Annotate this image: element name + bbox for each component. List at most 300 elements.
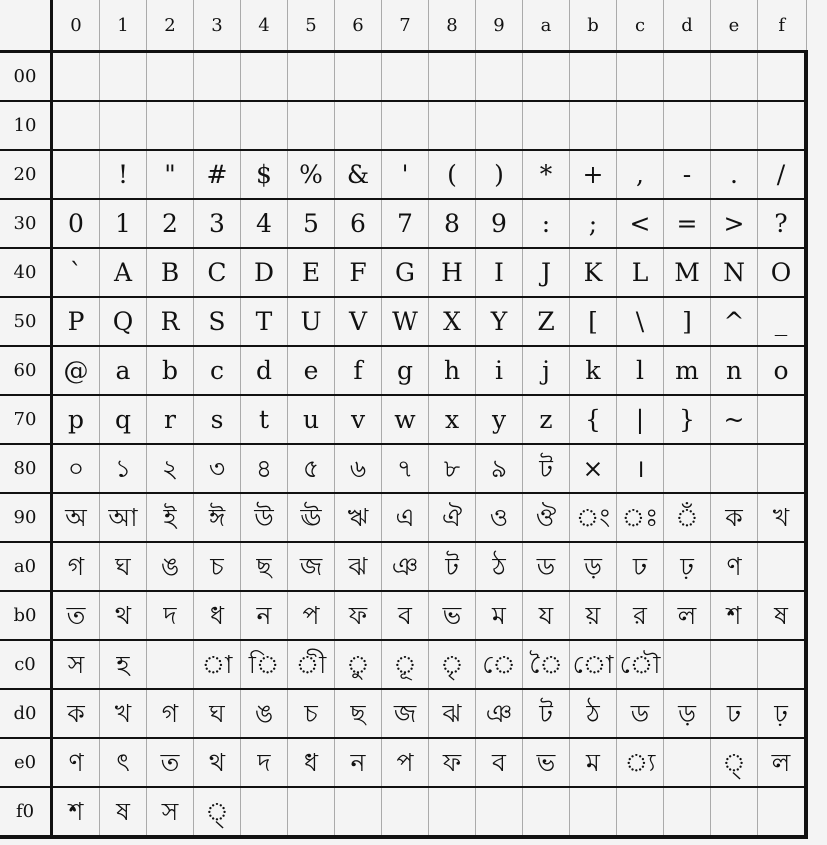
glyph-cell: ^ — [711, 297, 758, 346]
glyph-cell — [758, 52, 807, 102]
glyph-cell — [52, 150, 100, 199]
glyph-cell: H — [429, 248, 476, 297]
glyph-cell: e — [288, 346, 335, 395]
glyph-cell: ড — [617, 689, 664, 738]
table-row — [0, 346, 806, 395]
column-header: 8 — [429, 0, 476, 52]
glyph-cell — [429, 787, 476, 837]
glyph-cell: } — [664, 395, 711, 444]
glyph-cell: I — [476, 248, 523, 297]
glyph-cell — [711, 52, 758, 102]
glyph-cell: ্য — [617, 738, 664, 787]
glyph-cell — [711, 640, 758, 689]
table-row — [0, 150, 806, 199]
glyph-cell — [147, 52, 194, 102]
glyph-cell: ং — [570, 493, 617, 542]
glyph-cell: ' — [382, 150, 429, 199]
glyph-cell: m — [664, 346, 711, 395]
column-header: d — [664, 0, 711, 52]
glyph-cell: T — [241, 297, 288, 346]
glyph-cell: খ — [100, 689, 147, 738]
glyph-cell: 1 — [100, 199, 147, 248]
glyph-cell: ঁ — [664, 493, 711, 542]
table-row — [0, 101, 806, 150]
table-row — [0, 787, 806, 837]
glyph-cell — [241, 52, 288, 102]
glyph-cell: f — [335, 346, 382, 395]
glyph-cell: 8 — [429, 199, 476, 248]
table-row — [0, 493, 806, 542]
glyph-cell — [194, 52, 241, 102]
column-header: 2 — [147, 0, 194, 52]
glyph-cell — [758, 640, 807, 689]
glyph-cell: { — [570, 395, 617, 444]
glyph-cell: ম — [476, 591, 523, 640]
glyph-cell — [617, 101, 664, 150]
glyph-cell: প — [288, 591, 335, 640]
glyph-cell: ফ — [429, 738, 476, 787]
row-header: 90 — [0, 493, 52, 542]
glyph-cell: ৮ — [429, 444, 476, 493]
glyph-cell: ত — [52, 591, 100, 640]
glyph-cell: ্ — [194, 787, 241, 837]
glyph-cell: ঞ — [382, 542, 429, 591]
glyph-cell: > — [711, 199, 758, 248]
glyph-cell: : — [523, 199, 570, 248]
glyph-cell: ৫ — [288, 444, 335, 493]
glyph-cell: 9 — [476, 199, 523, 248]
glyph-cell — [758, 395, 807, 444]
glyph-cell — [147, 101, 194, 150]
glyph-cell: া — [194, 640, 241, 689]
column-header: 4 — [241, 0, 288, 52]
glyph-cell: w — [382, 395, 429, 444]
glyph-cell: ১ — [100, 444, 147, 493]
table-row — [0, 199, 806, 248]
glyph-cell: o — [758, 346, 807, 395]
glyph-cell: ভ — [523, 738, 570, 787]
table-row — [0, 542, 806, 591]
glyph-cell: ষ — [100, 787, 147, 837]
row-header: 70 — [0, 395, 52, 444]
glyph-cell: . — [711, 150, 758, 199]
glyph-cell: / — [758, 150, 807, 199]
glyph-cell — [664, 444, 711, 493]
column-header: 3 — [194, 0, 241, 52]
glyph-cell — [382, 101, 429, 150]
glyph-cell — [570, 52, 617, 102]
glyph-cell: অ — [52, 493, 100, 542]
glyph-cell — [476, 52, 523, 102]
glyph-cell: 3 — [194, 199, 241, 248]
glyph-cell: ট — [429, 542, 476, 591]
glyph-cell — [382, 787, 429, 837]
glyph-cell: প — [382, 738, 429, 787]
glyph-cell: ো — [570, 640, 617, 689]
column-header: 5 — [288, 0, 335, 52]
glyph-cell: ! — [100, 150, 147, 199]
glyph-table-body — [0, 52, 806, 838]
glyph-cell — [147, 640, 194, 689]
glyph-cell: । — [617, 444, 664, 493]
glyph-cell: P — [52, 297, 100, 346]
glyph-cell: ঘ — [100, 542, 147, 591]
glyph-cell: ই — [147, 493, 194, 542]
glyph-cell: u — [288, 395, 335, 444]
row-header: 40 — [0, 248, 52, 297]
glyph-cell: জ — [288, 542, 335, 591]
glyph-cell: ণ — [711, 542, 758, 591]
glyph-cell: ঈ — [194, 493, 241, 542]
glyph-cell: d — [241, 346, 288, 395]
table-row — [0, 297, 806, 346]
glyph-cell: য় — [570, 591, 617, 640]
glyph-cell — [382, 52, 429, 102]
glyph-cell: z — [523, 395, 570, 444]
glyph-cell: ল — [758, 738, 807, 787]
glyph-cell: ৯ — [476, 444, 523, 493]
glyph-cell: ক — [711, 493, 758, 542]
glyph-cell: F — [335, 248, 382, 297]
glyph-cell — [335, 787, 382, 837]
glyph-cell: ছ — [241, 542, 288, 591]
table-row — [0, 395, 806, 444]
glyph-cell: ৈ — [523, 640, 570, 689]
row-header: c0 — [0, 640, 52, 689]
glyph-cell: 7 — [382, 199, 429, 248]
glyph-cell: ব — [476, 738, 523, 787]
glyph-cell: থ — [100, 591, 147, 640]
glyph-cell — [711, 101, 758, 150]
glyph-cell: R — [147, 297, 194, 346]
glyph-cell: U — [288, 297, 335, 346]
glyph-cell: B — [147, 248, 194, 297]
glyph-cell: ঝ — [429, 689, 476, 738]
row-header: a0 — [0, 542, 52, 591]
glyph-cell: জ — [382, 689, 429, 738]
glyph-cell: i — [476, 346, 523, 395]
glyph-cell: y — [476, 395, 523, 444]
glyph-cell: ৃ — [429, 640, 476, 689]
glyph-cell: L — [617, 248, 664, 297]
glyph-cell — [52, 52, 100, 102]
glyph-cell: t — [241, 395, 288, 444]
glyph-cell: ঢ় — [758, 689, 807, 738]
glyph-cell: ০ — [52, 444, 100, 493]
column-header: 1 — [100, 0, 147, 52]
glyph-cell: J — [523, 248, 570, 297]
glyph-cell: ট — [523, 444, 570, 493]
glyph-cell: র — [617, 591, 664, 640]
glyph-cell: & — [335, 150, 382, 199]
table-row — [0, 444, 806, 493]
glyph-cell: ঞ — [476, 689, 523, 738]
glyph-cell: ন — [241, 591, 288, 640]
glyph-cell: ঢ় — [664, 542, 711, 591]
glyph-cell: 4 — [241, 199, 288, 248]
glyph-cell — [758, 787, 807, 837]
glyph-cell: # — [194, 150, 241, 199]
table-row — [0, 640, 806, 689]
glyph-cell: p — [52, 395, 100, 444]
glyph-cell: ত — [147, 738, 194, 787]
glyph-cell — [523, 787, 570, 837]
glyph-cell: W — [382, 297, 429, 346]
glyph-cell — [335, 52, 382, 102]
glyph-cell: E — [288, 248, 335, 297]
glyph-cell: গ — [52, 542, 100, 591]
glyph-cell: ল — [664, 591, 711, 640]
glyph-cell: দ — [241, 738, 288, 787]
glyph-cell: v — [335, 395, 382, 444]
glyph-cell — [52, 101, 100, 150]
row-header: d0 — [0, 689, 52, 738]
glyph-cell — [335, 101, 382, 150]
glyph-cell: ঊ — [288, 493, 335, 542]
glyph-cell: Q — [100, 297, 147, 346]
glyph-cell: \ — [617, 297, 664, 346]
glyph-cell: ্ — [711, 738, 758, 787]
glyph-cell: X — [429, 297, 476, 346]
glyph-cell: l — [617, 346, 664, 395]
column-header: a — [523, 0, 570, 52]
glyph-cell: [ — [570, 297, 617, 346]
glyph-cell: ৩ — [194, 444, 241, 493]
table-row — [0, 52, 806, 102]
row-header: 60 — [0, 346, 52, 395]
glyph-cell: ূ — [382, 640, 429, 689]
glyph-cell: × — [570, 444, 617, 493]
glyph-cell: ঐ — [429, 493, 476, 542]
glyph-cell: a — [100, 346, 147, 395]
glyph-cell: য — [523, 591, 570, 640]
glyph-cell — [711, 444, 758, 493]
glyph-cell: ঢ — [711, 689, 758, 738]
glyph-cell: খ — [758, 493, 807, 542]
glyph-cell: j — [523, 346, 570, 395]
glyph-cell: g — [382, 346, 429, 395]
glyph-cell: গ — [147, 689, 194, 738]
glyph-cell — [758, 542, 807, 591]
glyph-cell: k — [570, 346, 617, 395]
glyph-cell: স — [147, 787, 194, 837]
glyph-cell — [194, 101, 241, 150]
glyph-cell: * — [523, 150, 570, 199]
glyph-cell: ফ — [335, 591, 382, 640]
glyph-cell — [664, 101, 711, 150]
glyph-cell: থ — [194, 738, 241, 787]
column-header: 9 — [476, 0, 523, 52]
corner-cell — [0, 0, 52, 52]
glyph-cell: 5 — [288, 199, 335, 248]
column-header: f — [758, 0, 807, 52]
row-header: e0 — [0, 738, 52, 787]
glyph-cell — [100, 101, 147, 150]
glyph-cell — [664, 640, 711, 689]
glyph-cell: | — [617, 395, 664, 444]
glyph-cell: D — [241, 248, 288, 297]
row-header: f0 — [0, 787, 52, 837]
glyph-cell: ু — [335, 640, 382, 689]
glyph-cell: আ — [100, 493, 147, 542]
glyph-cell: ) — [476, 150, 523, 199]
glyph-cell: ি — [241, 640, 288, 689]
glyph-cell: @ — [52, 346, 100, 395]
row-header: 30 — [0, 199, 52, 248]
glyph-cell: ] — [664, 297, 711, 346]
glyph-cell: ড় — [664, 689, 711, 738]
glyph-cell: ম — [570, 738, 617, 787]
glyph-cell: % — [288, 150, 335, 199]
glyph-cell: - — [664, 150, 711, 199]
glyph-cell — [429, 52, 476, 102]
glyph-cell: $ — [241, 150, 288, 199]
glyph-cell — [711, 787, 758, 837]
row-header: b0 — [0, 591, 52, 640]
glyph-cell: ? — [758, 199, 807, 248]
glyph-cell: ছ — [335, 689, 382, 738]
glyph-cell: ( — [429, 150, 476, 199]
glyph-cell — [288, 787, 335, 837]
glyph-cell: চ — [194, 542, 241, 591]
glyph-cell: ; — [570, 199, 617, 248]
glyph-cell: C — [194, 248, 241, 297]
glyph-cell: ৪ — [241, 444, 288, 493]
glyph-cell: b — [147, 346, 194, 395]
glyph-cell: চ — [288, 689, 335, 738]
glyph-cell: ` — [52, 248, 100, 297]
glyph-cell: ড — [523, 542, 570, 591]
glyph-cell: ক — [52, 689, 100, 738]
glyph-cell: ৌ — [617, 640, 664, 689]
glyph-cell — [100, 52, 147, 102]
row-header: 10 — [0, 101, 52, 150]
glyph-cell: = — [664, 199, 711, 248]
glyph-cell: দ — [147, 591, 194, 640]
glyph-cell: A — [100, 248, 147, 297]
glyph-cell — [664, 738, 711, 787]
glyph-cell: ও — [476, 493, 523, 542]
glyph-cell — [570, 787, 617, 837]
glyph-cell: 2 — [147, 199, 194, 248]
glyph-cell: ঙ — [241, 689, 288, 738]
glyph-cell — [288, 101, 335, 150]
glyph-cell: Y — [476, 297, 523, 346]
glyph-cell — [241, 101, 288, 150]
glyph-cell — [758, 444, 807, 493]
glyph-cell: ঔ — [523, 493, 570, 542]
glyph-cell: ষ — [758, 591, 807, 640]
glyph-cell: ঝ — [335, 542, 382, 591]
glyph-cell: V — [335, 297, 382, 346]
glyph-cell: ঘ — [194, 689, 241, 738]
glyph-cell: < — [617, 199, 664, 248]
glyph-cell: ড় — [570, 542, 617, 591]
row-header: 80 — [0, 444, 52, 493]
glyph-cell: n — [711, 346, 758, 395]
glyph-cell: স — [52, 640, 100, 689]
column-header: b — [570, 0, 617, 52]
glyph-cell: ৬ — [335, 444, 382, 493]
glyph-cell: ঃ — [617, 493, 664, 542]
glyph-cell — [429, 101, 476, 150]
glyph-cell: s — [194, 395, 241, 444]
table-row — [0, 591, 806, 640]
glyph-cell: 0 — [52, 199, 100, 248]
glyph-cell — [288, 52, 335, 102]
glyph-cell: , — [617, 150, 664, 199]
glyph-cell: ী — [288, 640, 335, 689]
glyph-cell: N — [711, 248, 758, 297]
glyph-cell: ব — [382, 591, 429, 640]
glyph-cell: ~ — [711, 395, 758, 444]
column-header: 6 — [335, 0, 382, 52]
glyph-cell: " — [147, 150, 194, 199]
glyph-cell — [241, 787, 288, 837]
glyph-cell: c — [194, 346, 241, 395]
column-header-row — [0, 0, 806, 52]
glyph-cell: G — [382, 248, 429, 297]
glyph-cell — [664, 787, 711, 837]
row-header: 20 — [0, 150, 52, 199]
glyph-cell: ঢ — [617, 542, 664, 591]
glyph-cell — [523, 52, 570, 102]
column-header: c — [617, 0, 664, 52]
row-header: 50 — [0, 297, 52, 346]
glyph-cell: ভ — [429, 591, 476, 640]
glyph-cell: _ — [758, 297, 807, 346]
glyph-cell: q — [100, 395, 147, 444]
glyph-cell: শ — [711, 591, 758, 640]
glyph-cell — [523, 101, 570, 150]
glyph-cell: ধ — [288, 738, 335, 787]
glyph-cell: K — [570, 248, 617, 297]
glyph-cell — [664, 52, 711, 102]
glyph-cell: ৎ — [100, 738, 147, 787]
glyph-cell — [758, 101, 807, 150]
glyph-cell: ঋ — [335, 493, 382, 542]
glyph-cell: 6 — [335, 199, 382, 248]
glyph-cell — [570, 101, 617, 150]
table-row — [0, 738, 806, 787]
glyph-cell: ২ — [147, 444, 194, 493]
glyph-cell: ঠ — [476, 542, 523, 591]
glyph-cell — [476, 787, 523, 837]
glyph-cell — [617, 52, 664, 102]
glyph-cell: হ — [100, 640, 147, 689]
glyph-cell: x — [429, 395, 476, 444]
glyph-cell: ধ — [194, 591, 241, 640]
row-header: 00 — [0, 52, 52, 102]
glyph-cell: Z — [523, 297, 570, 346]
glyph-cell: O — [758, 248, 807, 297]
table-row — [0, 248, 806, 297]
glyph-cell: ে — [476, 640, 523, 689]
glyph-cell: ঙ — [147, 542, 194, 591]
column-header: 7 — [382, 0, 429, 52]
glyph-cell: + — [570, 150, 617, 199]
glyph-cell: এ — [382, 493, 429, 542]
glyph-cell: M — [664, 248, 711, 297]
glyph-cell: ট — [523, 689, 570, 738]
glyph-cell: r — [147, 395, 194, 444]
table-row — [0, 689, 806, 738]
glyph-cell — [476, 101, 523, 150]
glyph-cell: ন — [335, 738, 382, 787]
glyph-cell: h — [429, 346, 476, 395]
glyph-cell: ৭ — [382, 444, 429, 493]
glyph-cell: ঠ — [570, 689, 617, 738]
